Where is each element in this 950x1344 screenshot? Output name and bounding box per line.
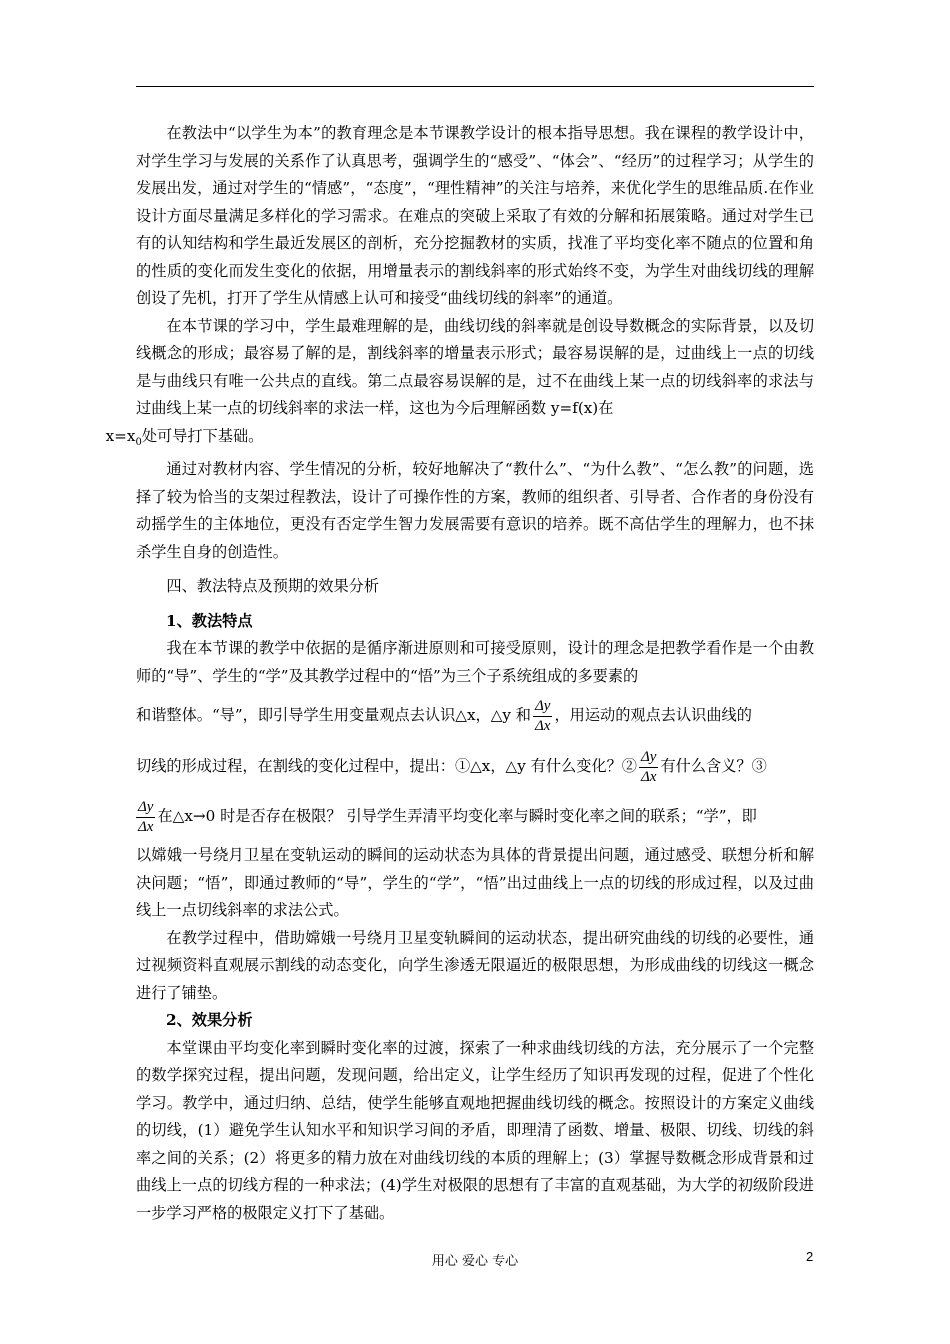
subheading-effect-analysis: 2、效果分析: [166, 1011, 253, 1030]
math-line-1-text-a: 和谐整体。“导”，即引导学生用变量观点去认识△x，△y 和: [136, 706, 531, 725]
page-number: 2: [806, 1249, 814, 1264]
fraction-denominator: Δx: [138, 818, 154, 835]
difficulties-tail-a: x=x: [105, 426, 136, 445]
paragraph-features-intro: 我在本节课的教学中依据的是循序渐进原则和可接受原则，设计的理念是把教学看作是一个由教师的“导”、学生的“学”及其教学过程中的“悟”为三个子系统组成的多要素的: [136, 639, 814, 685]
fraction-dy-dx: [639, 748, 658, 787]
difficulties-text: 在本节课的学习中，学生最难理解的是，曲线切线的斜率就是创设导数概念的实际背景，以及切线概念的形成；最容易了解的是，割线斜率的增量表示形式；最容易误解的是，过曲线上一点的切线是与曲线只有唯一公共点的直线。第二点最容易误解的是，过不在曲线上某一点的切线斜率的求法与过曲线上某一点的切线斜率的求法一样，这也为今后理解函数 y=f(x)在: [136, 316, 814, 417]
math-line-1-text-b: ，用运动的观点去认识曲线的: [554, 706, 752, 725]
page-body: [105, 120, 814, 1227]
subheading-teaching-features: 1、教法特点: [166, 611, 253, 630]
paragraph-teaching-philosophy: 在教法中“以学生为本”的教育理念是本节课教学设计的根本指导思想。我在课程的教学设计中，对学生学习与发展的关系作了认真思考，强调学生的“感受”、“体会”、“经历”的过程学习；从学生的发展出发，通过对学生的“情感”，“态度”，“理性精神”的关注与培养，来优化学生的思维品质.在作业设计方面尽量满足多样化的学习需求。在难点的突破上采取了有效的分解和拓展策略。通过对学生已有的认知结构和学生最近发展区的剖析，充分挖掘教材的实质，找准了平均变化率不随点的位置和角的性质的变化而发生变化的依据，用增量表示的割线斜率的形式始终不变，为学生对曲线切线的理解创设了先机，打开了学生从情感上认可和接受“曲线切线的斜率”的通道。: [136, 124, 814, 307]
math-line-3-text-b: 在△x→0 时是否存在极限？ 引导学生弄清平均变化率与瞬时变化率之间的联系；“学”，即: [157, 807, 757, 826]
fraction-dy-dx: [136, 798, 155, 837]
fraction-numerator: Δy: [533, 697, 552, 717]
paragraph-analysis: 通过对教材内容、学生情况的分析，较好地解决了“教什么”、“为什么教”、“怎么教”的问题，选择了较为恰当的支架过程教法，设计了可操作性的方案，教师的组织者、引导者、合作者的身份没有动摇学生的主体地位，更没有否定学生智力发展需要有意识的培养。既不高估学生的理解力，也不抹杀学生自身的创造性。: [136, 460, 814, 561]
header-rule: [136, 86, 814, 87]
fraction-denominator: Δx: [535, 717, 551, 734]
math-line-2-text-b: 有什么含义？③: [660, 757, 767, 776]
fraction-numerator: Δy: [639, 748, 658, 768]
math-line-1: [136, 690, 814, 742]
difficulties-tail-b: 处可导打下基础。: [141, 426, 264, 445]
paragraph-difficulties: [105, 313, 814, 457]
paragraph-features-end: 以嫦娥一号绕月卫星在变轨运动的瞬间的运动状态为具体的背景提出问题，通过感受、联想分析和解决问题；“悟”，即通过教师的“导”，学生的“学”，“悟”出过曲线上一点的切线的形成过程，以及过曲线上一点切线斜率的求法公式。: [136, 846, 814, 920]
math-line-2-text-a: 切线的形成过程，在割线的变化过程中，提出：①△x，△y 有什么变化？②: [136, 757, 637, 776]
difficulties-subscript: 0: [135, 436, 142, 448]
paragraph-effect-analysis: 本堂课由平均变化率到瞬时变化率的过渡，探索了一种求曲线切线的方法，充分展示了一个完整的数学探究过程，提出问题，发现问题，给出定义，让学生经历了知识再发现的过程，促进了个性化学习。教学中，通过归纳、总结，使学生能够直观地把握曲线切线的概念。按照设计的方案定义曲线的切线，(1）避免学生认知水平和知识学习间的矛盾，即理清了函数、增量、极限、切线、切线的斜率之间的关系；(2）将更多的精力放在对曲线切线的本质的理解上；(3）掌握导数概念形成背景和过曲线上一点的切线方程的一种求法；(4)学生对极限的思想有了丰富的直观基础，为大学的初级阶段进一步学习严格的极限定义打下了基础。: [136, 1038, 814, 1222]
fraction-dy-dx: [533, 697, 552, 736]
paragraph-teaching-process: 在教学过程中，借助嫦娥一号绕月卫星变轨瞬间的运动状态，提出研究曲线的切线的必要性，通过视频资料直观展示割线的动态变化，向学生渗透无限逼近的极限思想，为形成曲线的切线这一概念进行了铺垫。: [136, 928, 814, 1002]
section-heading-4: 四、教法特点及预期的效果分析: [166, 577, 380, 596]
footer-motto: 用心 爱心 专心: [431, 1254, 519, 1269]
math-line-3: [136, 792, 814, 842]
math-line-2: [136, 742, 814, 792]
fraction-denominator: Δx: [640, 768, 657, 785]
fraction-numerator: Δy: [136, 798, 155, 818]
